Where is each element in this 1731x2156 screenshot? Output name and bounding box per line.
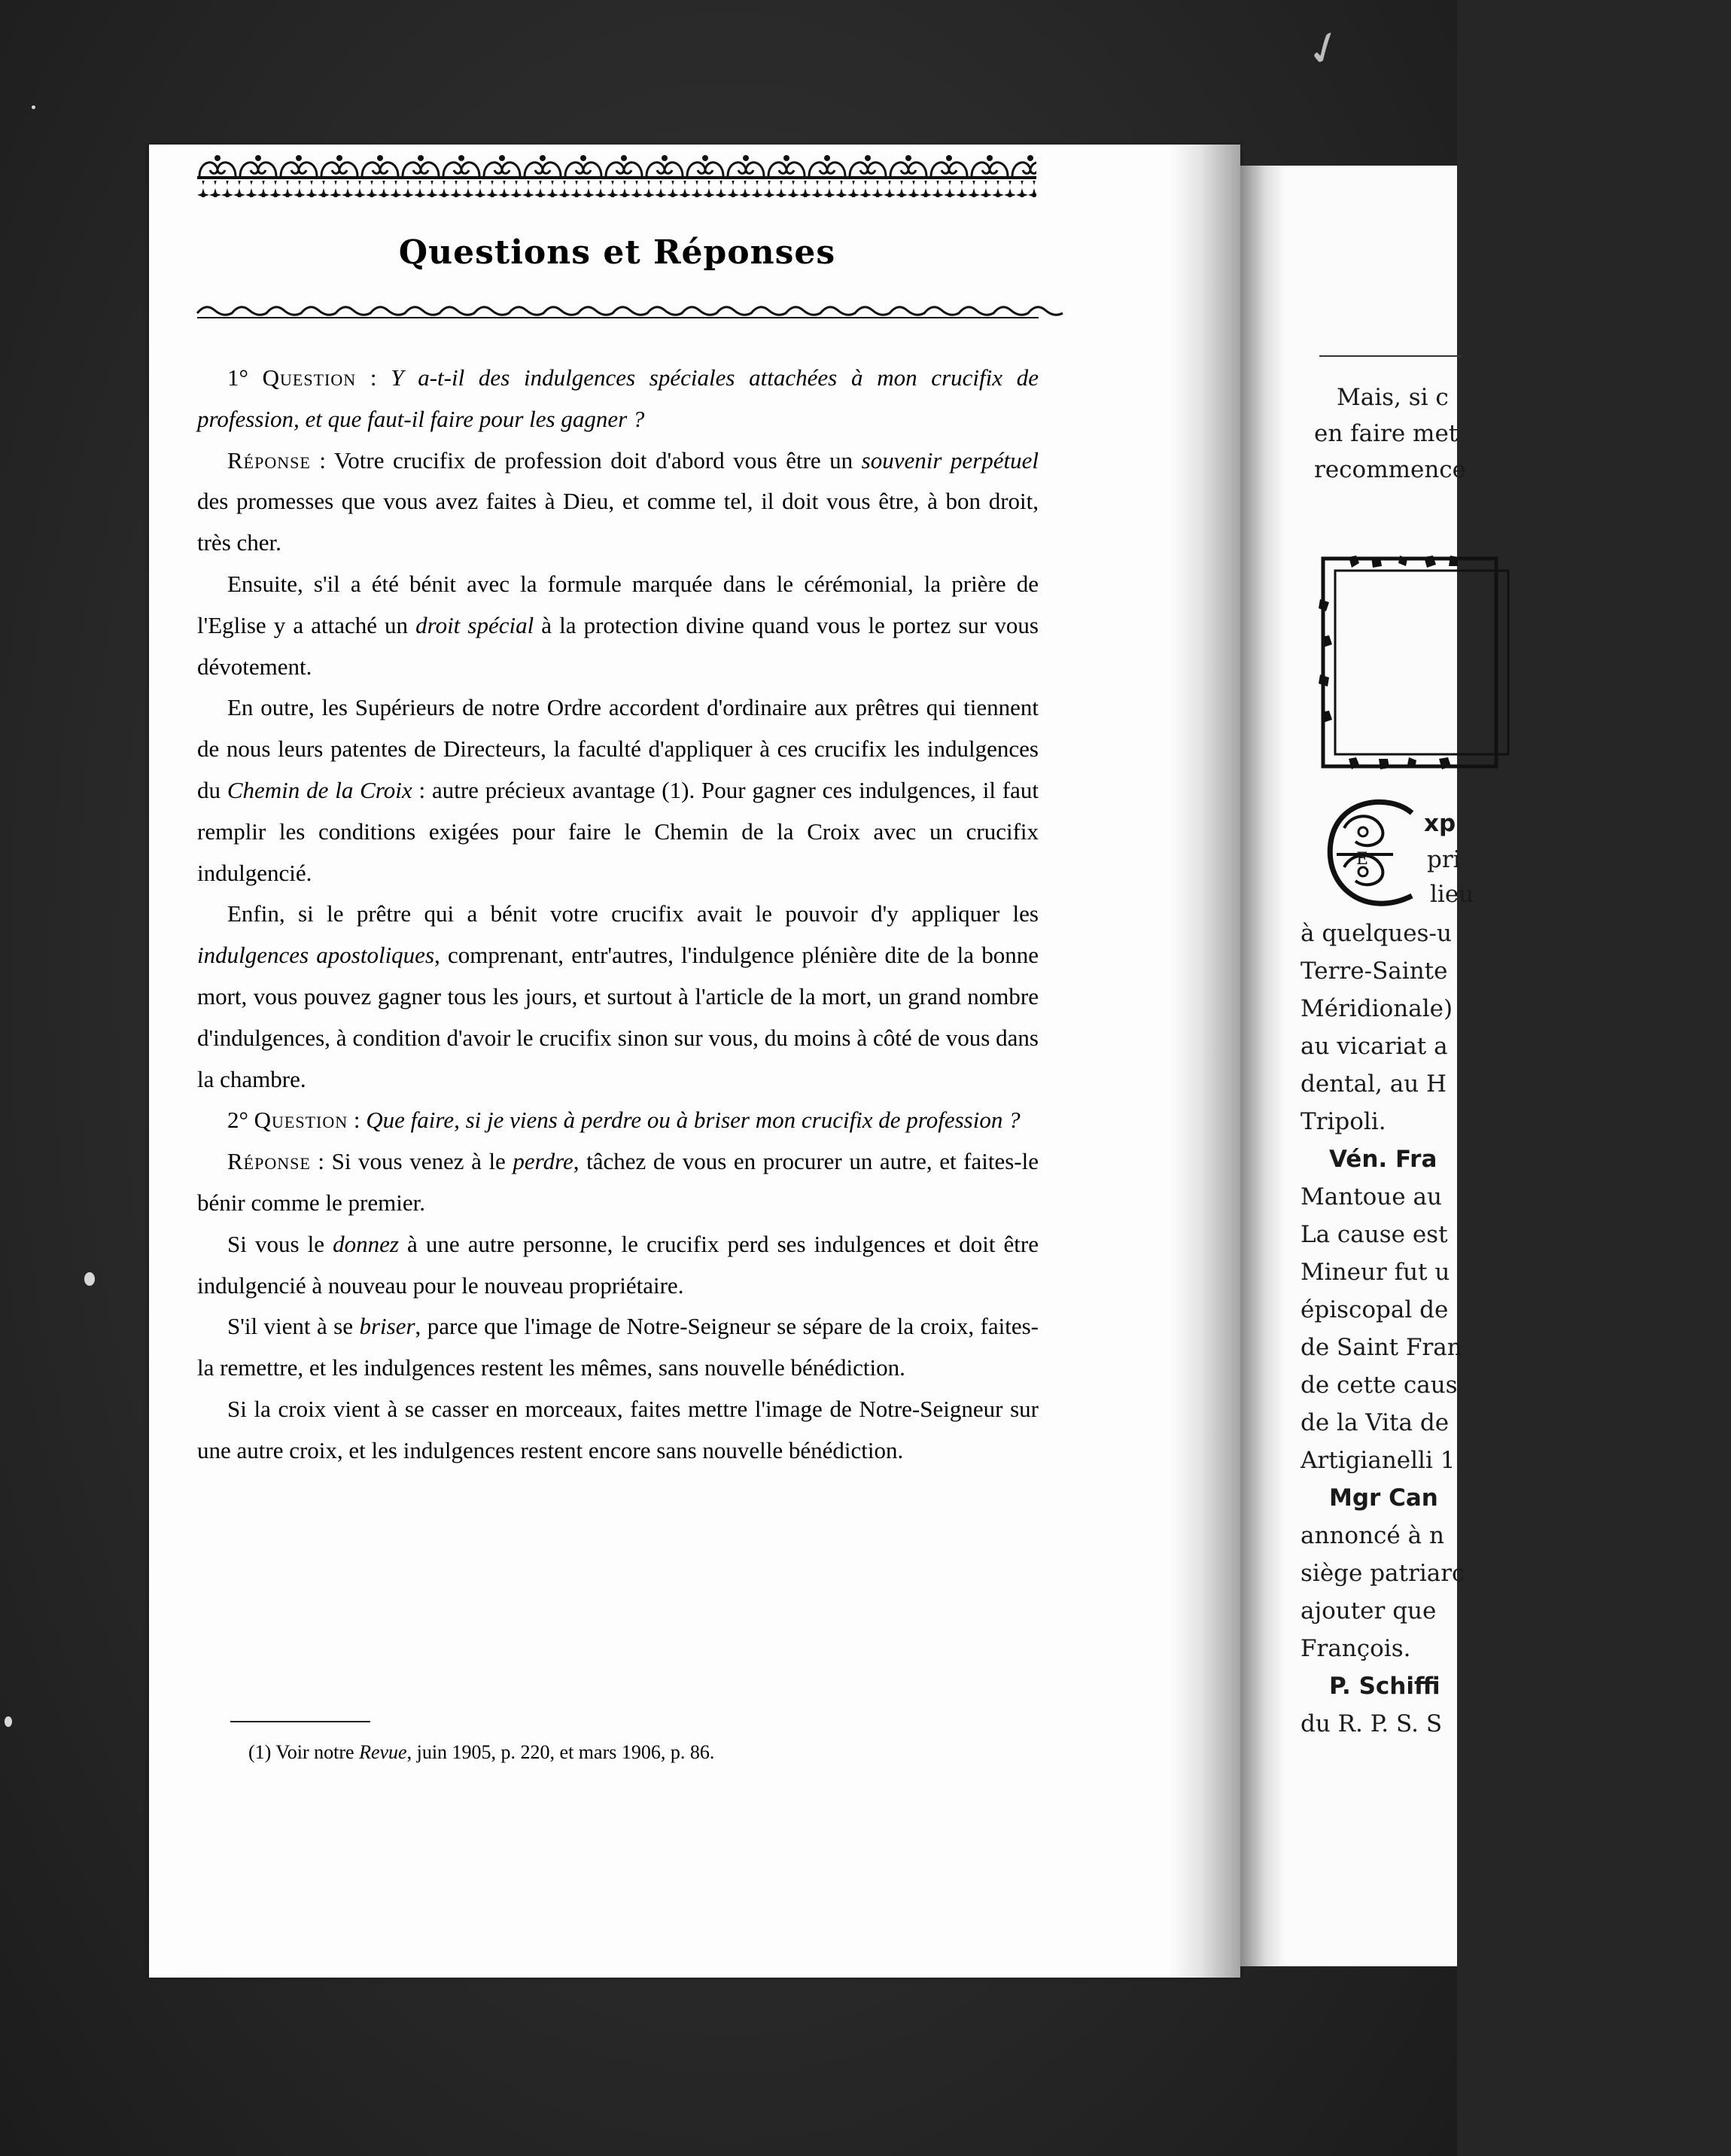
italic-text: indulgences apostoliques — [197, 942, 435, 969]
text-run: Si vous le — [227, 1230, 333, 1257]
body-paragraph — [197, 1100, 1039, 1141]
italic-text: Y a-t-il des indulgences spéciales attachées à mon crucifix de profession, et que faut-il faire pour les gagner ? — [197, 364, 1039, 432]
right-page-line: annoncé à n — [1301, 1522, 1444, 1549]
right-page-line: Artigianelli 1 — [1301, 1447, 1456, 1474]
body-paragraph — [197, 1224, 1039, 1307]
italic-text: Chemin de la Croix — [227, 776, 412, 803]
article-body — [197, 358, 1039, 1472]
right-page-line: de Saint Fran — [1301, 1334, 1462, 1361]
small-caps-text: Question — [254, 1107, 348, 1134]
text-run: : — [348, 1107, 367, 1134]
text-run: 1° — [227, 364, 263, 391]
italic-text: Revue — [359, 1741, 407, 1763]
italic-text: droit spécial — [415, 611, 534, 638]
right-page-line: en faire met — [1314, 420, 1459, 447]
text-run: , parce que l'image de Notre-Seigneur se sépare de la croix, faites-la remettre, et les indulgences restent les mêmes, sans nouvelle bénédiction. — [197, 1313, 1039, 1381]
dust-speck — [32, 105, 35, 109]
footnote-rule — [230, 1721, 370, 1722]
right-page-line: pri — [1427, 846, 1461, 873]
italic-text: briser — [359, 1313, 415, 1340]
body-paragraph — [197, 1306, 1039, 1389]
right-page-line: Vén. Fra — [1329, 1146, 1437, 1173]
body-paragraph — [197, 894, 1039, 1100]
text-run: Si la croix vient à se casser en morceaux, faites mettre l'image de Notre-Seigneur sur une autre croix, et les indulgences restent encore sans nouvelle bénédiction. — [197, 1395, 1039, 1463]
italic-text: Que faire, si je viens à perdre ou à briser mon crucifix de profession ? — [366, 1107, 1021, 1134]
text-run: S'il vient à se — [227, 1313, 360, 1340]
text-run: , tâchez de vous en procurer un autre, et faites-le bénir comme le premier. — [197, 1148, 1039, 1216]
text-run: Ensuite, s'il a été bénit avec la formule marquée dans le cérémonial, la prière de l'Eglise y a attaché un — [197, 570, 1039, 638]
right-header-rule — [1319, 355, 1462, 357]
footnote — [248, 1737, 1031, 1768]
right-page-line: xp — [1424, 810, 1456, 837]
text-run: à une autre personne, le crucifix perd ses indulgences et doit être indulgencié à nouveau pour le nouveau propriétaire. — [197, 1230, 1039, 1299]
right-page-line: François. — [1301, 1635, 1411, 1662]
text-run: à la protection divine quand vous le portez sur vous dévotement. — [197, 611, 1039, 680]
text-run: : Si vous venez à le — [310, 1148, 513, 1175]
wave-rule — [197, 300, 1039, 322]
right-page-line: Mantoue au — [1301, 1183, 1442, 1210]
text-run: , comprenant, entr'autres, l'indulgence plénière dite de la bonne mort, vous pouvez gagner tous les jours, et surtout à l'article de la mort, un grand nombre d'indulgences, à condition d'avoir le crucifix sinon sur vous, du moins à côté de vous dans la chambre. — [197, 942, 1039, 1092]
right-gutter-shadow — [1240, 166, 1285, 1966]
body-paragraph — [197, 1141, 1039, 1224]
right-page-line: siège patriarc — [1301, 1560, 1465, 1587]
body-paragraph — [197, 564, 1039, 687]
right-page-line: ajouter que — [1301, 1597, 1437, 1625]
text-run: : Votre crucifix de profession doit d'abord vous être un — [310, 446, 862, 474]
right-page-line: P. Schiffi — [1329, 1673, 1440, 1700]
body-paragraph — [197, 440, 1039, 564]
right-page-line: dental, au H — [1301, 1070, 1447, 1098]
right-page-line: La cause est — [1301, 1221, 1448, 1248]
small-caps-text: Question — [262, 364, 357, 391]
right-page-line: Mais, si c — [1337, 384, 1449, 411]
gutter-shadow — [1169, 145, 1240, 1978]
text-run: 2° — [227, 1107, 254, 1134]
right-page-line: épiscopal de — [1301, 1296, 1449, 1323]
italic-text: donnez — [333, 1230, 399, 1257]
text-run: Enfin, si le prêtre qui a bénit votre crucifix avait le pouvoir d'y appliquer les — [227, 900, 1039, 927]
dropcap-letter-text: E — [1356, 850, 1369, 869]
right-page-line: du R. P. S. S — [1301, 1710, 1443, 1737]
text-run: , juin 1905, p. 220, et mars 1906, p. 86. — [406, 1741, 715, 1763]
dust-speck — [84, 1272, 95, 1286]
text-run: : autre précieux avantage (1). Pour gagner ces indulgences, il faut remplir les conditions exigées pour faire le Chemin de la Croix avec un crucifix indulgencié. — [197, 776, 1039, 886]
body-paragraph — [197, 687, 1039, 894]
right-page-line: Terre-Sainte — [1301, 958, 1448, 985]
right-page-line: Méridionale) — [1301, 995, 1453, 1022]
italic-text: souvenir perpétuel — [861, 446, 1039, 474]
right-page-line: au vicariat a — [1301, 1033, 1448, 1060]
small-caps-text: Réponse — [227, 1148, 311, 1175]
right-page-line: recommence — [1314, 456, 1466, 483]
vine-ornament-frame — [1319, 554, 1469, 772]
right-page-line: Tripoli. — [1301, 1108, 1386, 1135]
right-page-line: de cette caus — [1301, 1372, 1458, 1399]
page-title: Questions et Réponses — [398, 233, 836, 272]
text-run: : — [356, 364, 391, 391]
dropcap-letter — [1322, 798, 1421, 911]
dust-speck — [5, 1716, 12, 1727]
small-caps-text: Réponse — [227, 446, 311, 474]
text-run: (1) Voir notre — [248, 1741, 360, 1763]
right-page-line: Mgr Can — [1329, 1485, 1438, 1512]
right-page-line: Mineur fut u — [1301, 1259, 1450, 1286]
text-run: des promesses que vous avez faites à Dieu, et comme tel, il doit vous être, à bon droit, très cher. — [197, 488, 1039, 556]
body-paragraph — [197, 1389, 1039, 1472]
right-page-line: lieu — [1430, 881, 1474, 908]
right-page — [1240, 166, 1474, 1966]
text-run: En outre, les Supérieurs de notre Ordre accordent d'ordinaire aux prêtres qui tiennent de nous leurs patentes de Directeurs, la faculté d'appliquer à ces crucifix les indulgences du — [197, 694, 1039, 803]
pencil-mark: ✓ — [1297, 17, 1352, 81]
body-paragraph — [197, 358, 1039, 440]
decorative-header-band — [197, 154, 1036, 200]
right-page-line: à quelques-u — [1301, 920, 1452, 947]
italic-text: perdre — [513, 1148, 573, 1175]
right-page-line: de la Vita de — [1301, 1409, 1450, 1436]
